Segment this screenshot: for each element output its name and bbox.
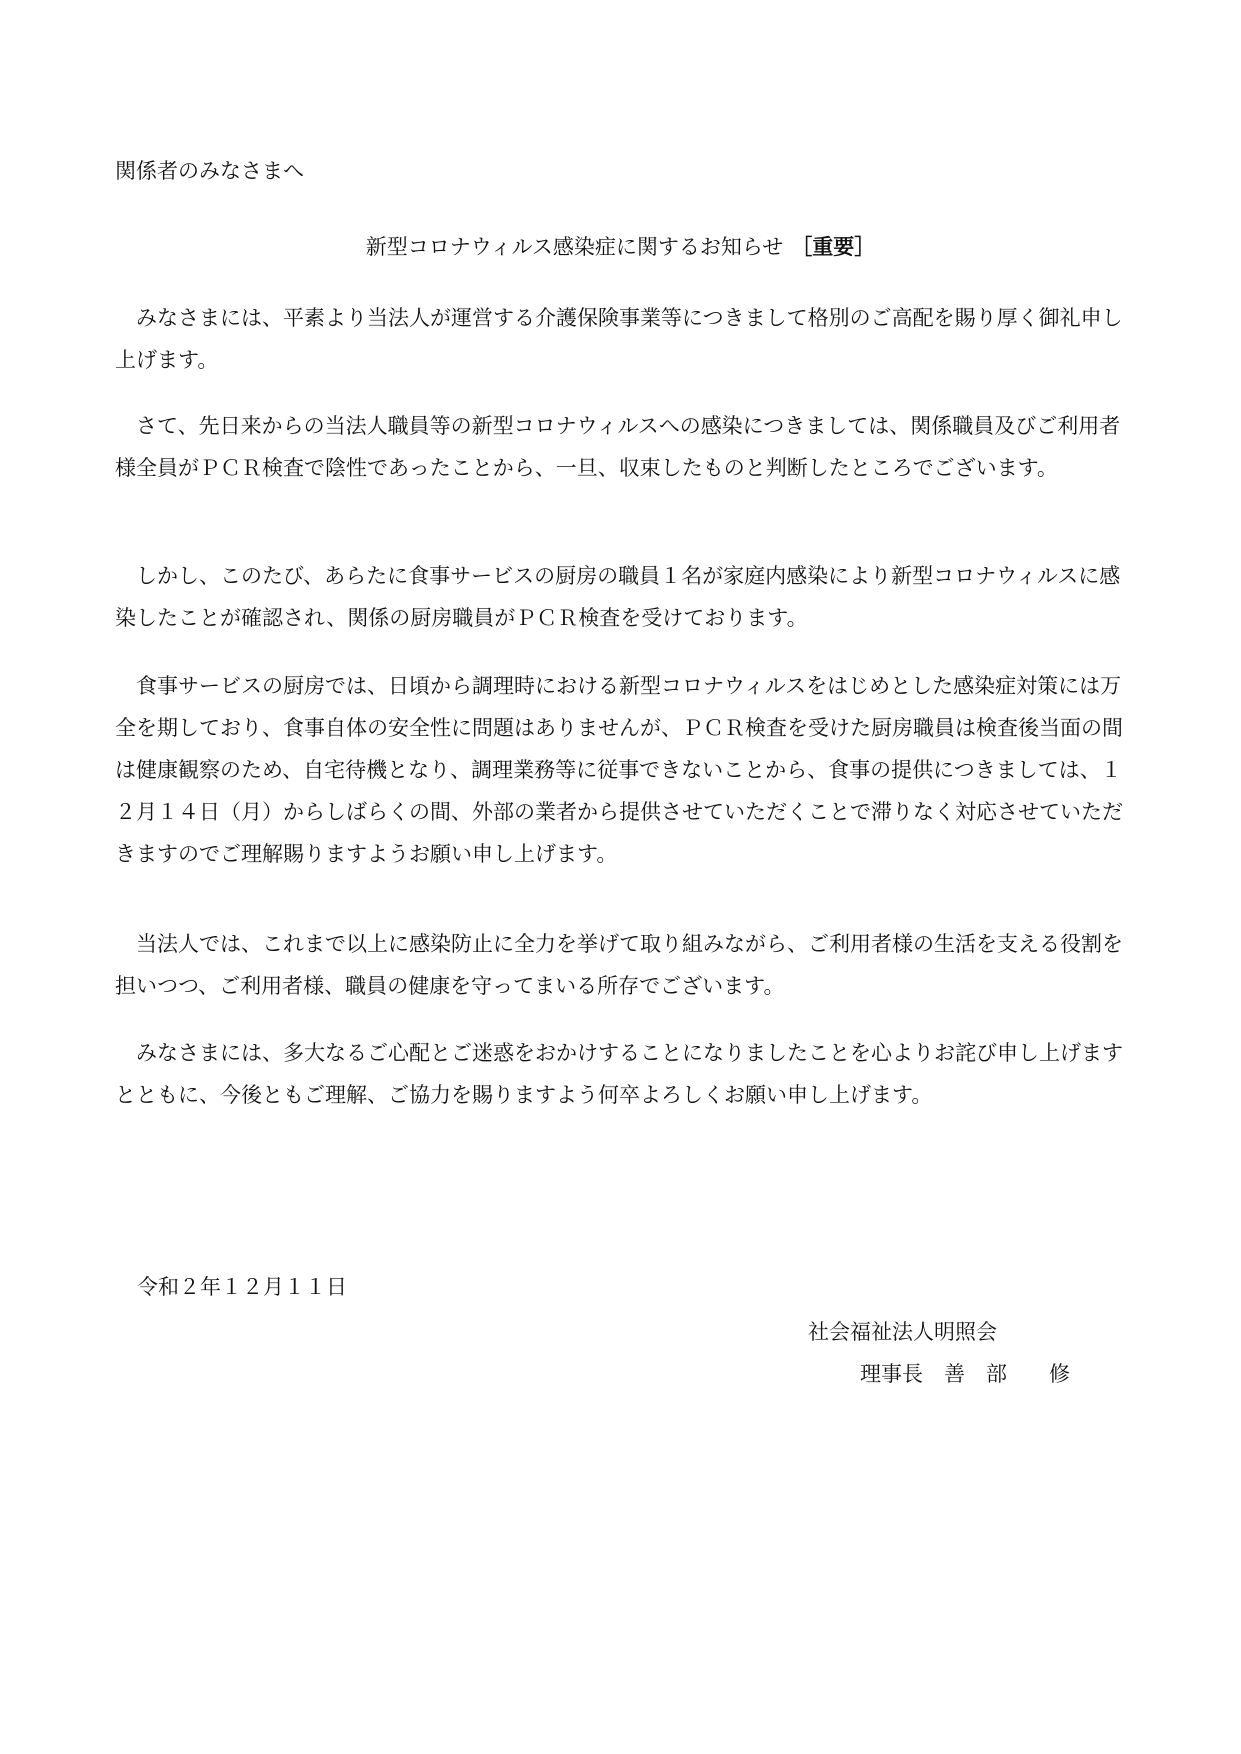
paragraph-prevention <box>115 923 1125 1007</box>
signer-name: 理事長 善 部 修 <box>860 1362 1070 1386</box>
salutation: 関係者のみなさまへ <box>115 159 304 183</box>
paragraph-text: みなさまには、多大なるご心配とご迷惑をおかけすることになりましたことを心よりお詫び申し上げますとともに、今後ともご理解、ご協力を賜りますよう何卒よろしくお願い申し上げます。 <box>115 1041 1123 1107</box>
title-text: 新型コロナウィルス感染症に関するお知らせ <box>365 235 784 259</box>
paragraph-text: 食事サービスの厨房では、日頃から調理時における新型コロナウィルスをはじめとした感染症対策には万全を期しており、食事自体の安全性に問題はありませんが、ＰＣＲ検査を受けた厨房職員は検査後当面の間は健康観察のため、自宅待機となり、調理業務等に従事できないことから、食事の提供につきましては、１２月１４日（月）からしばらくの間、外部の業者から提供させていただくことで滞りなく対応させていただきますのでご理解賜りますようお願い申し上げます。 <box>115 674 1123 866</box>
paragraph-text: みなさまには、平素より当法人が運営する介護保険事業等につきまして格別のご高配を賜り厚く御礼申し上げます。 <box>115 306 1123 372</box>
paragraph-previous-cases <box>115 405 1125 489</box>
notice-title <box>0 226 1241 268</box>
paragraph-meal-service <box>115 665 1125 875</box>
paragraph-text: 当法人では、これまで以上に感染防止に全力を挙げて取り組みながら、ご利用者様の生活を支える役割を担いつつ、ご利用者様、職員の健康を守ってまいる所存でございます。 <box>115 932 1123 998</box>
paragraph-apology <box>115 1032 1125 1116</box>
organization-name: 社会福祉法人明照会 <box>808 1320 997 1344</box>
paragraph-text: さて、先日来からの当法人職員等の新型コロナウィルスへの感染につきましては、関係職員及びご利用者様全員がＰＣＲ検査で陰性であったことから、一旦、収束したものと判断したところでございます。 <box>115 414 1121 480</box>
paragraph-new-case <box>115 555 1125 639</box>
letter-date: 令和２年１２月１１日 <box>137 1275 347 1299</box>
paragraph-greeting <box>115 297 1125 381</box>
paragraph-text: しかし、このたび、あらたに食事サービスの厨房の職員１名が家庭内感染により新型コロナウィルスに感染したことが確認され、関係の厨房職員がＰＣＲ検査を受けております。 <box>115 564 1121 630</box>
important-tag: ［重要］ <box>791 234 876 259</box>
